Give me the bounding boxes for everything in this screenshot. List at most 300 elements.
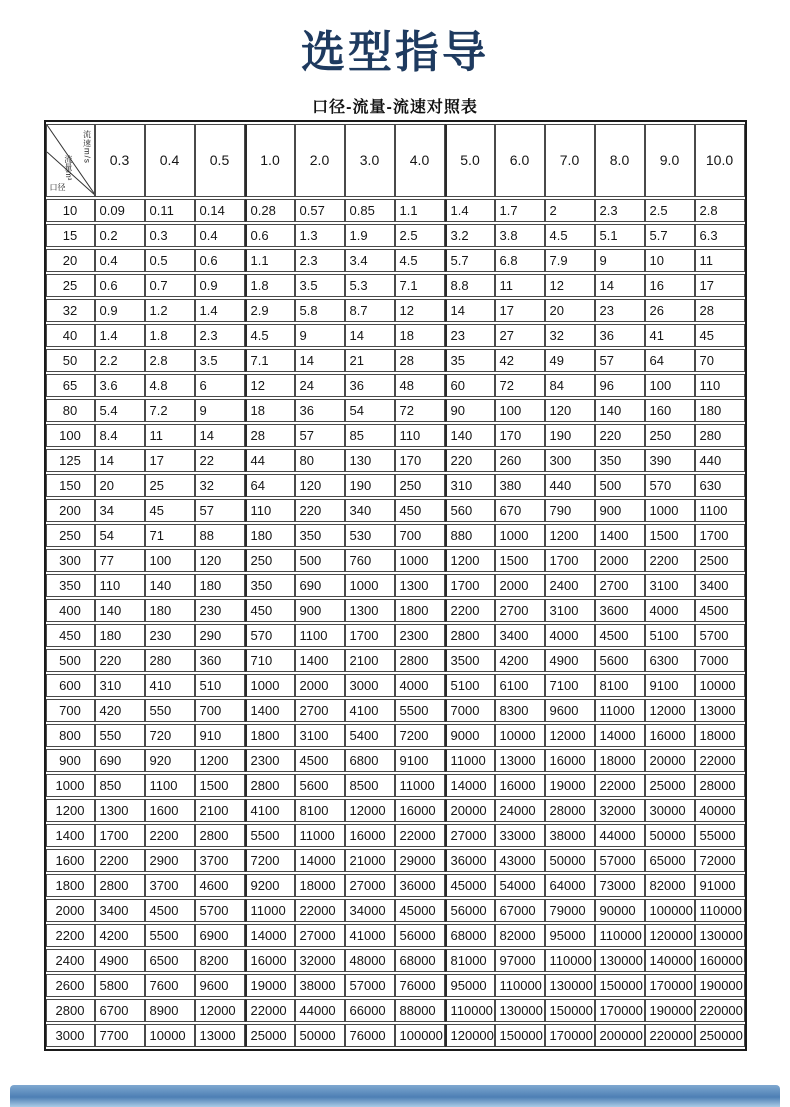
flow-value-cell: 0.14 xyxy=(195,199,245,222)
flow-value-cell: 220 xyxy=(95,649,145,672)
flow-value-cell: 25000 xyxy=(245,1024,295,1047)
flow-value-cell: 16000 xyxy=(345,824,395,847)
flow-value-cell: 3400 xyxy=(495,624,545,647)
flow-value-cell: 1.4 xyxy=(195,299,245,322)
flow-value-cell: 12 xyxy=(395,299,445,322)
flow-value-cell: 1000 xyxy=(645,499,695,522)
flow-value-cell: 2.3 xyxy=(595,199,645,222)
flow-value-cell: 91000 xyxy=(695,874,745,897)
flow-value-cell: 36000 xyxy=(445,849,495,872)
flow-value-cell: 3.5 xyxy=(195,349,245,372)
table-row xyxy=(46,674,745,697)
diameter-cell: 500 xyxy=(46,649,95,672)
flow-value-cell: 14000 xyxy=(295,849,345,872)
diameter-cell: 2200 xyxy=(46,924,95,947)
flow-value-cell: 4900 xyxy=(95,949,145,972)
flow-value-cell: 6500 xyxy=(145,949,195,972)
flow-value-cell: 77 xyxy=(95,549,145,572)
flow-value-cell: 55000 xyxy=(695,824,745,847)
flow-value-cell: 7.2 xyxy=(145,399,195,422)
velocity-header-cell: 10.0 xyxy=(695,124,745,197)
flow-value-cell: 180 xyxy=(145,599,195,622)
flow-value-cell: 2300 xyxy=(395,624,445,647)
flow-value-cell: 310 xyxy=(95,674,145,697)
flow-value-cell: 110000 xyxy=(595,924,645,947)
flow-value-cell: 49 xyxy=(545,349,595,372)
flow-value-cell: 72000 xyxy=(695,849,745,872)
flow-value-cell: 13000 xyxy=(495,749,545,772)
flow-value-cell: 160000 xyxy=(695,949,745,972)
table-row xyxy=(46,549,745,572)
flow-value-cell: 4900 xyxy=(545,649,595,672)
flow-value-cell: 6100 xyxy=(495,674,545,697)
flow-value-cell: 57000 xyxy=(345,974,395,997)
flow-value-cell: 3.5 xyxy=(295,274,345,297)
flow-value-cell: 5500 xyxy=(395,699,445,722)
flow-value-cell: 5.1 xyxy=(595,224,645,247)
flow-value-cell: 82000 xyxy=(495,924,545,947)
flow-value-cell: 12000 xyxy=(195,999,245,1022)
bottom-decoration-bar xyxy=(10,1085,780,1107)
flow-value-cell: 32000 xyxy=(295,949,345,972)
flow-value-cell: 9100 xyxy=(395,749,445,772)
flow-value-cell: 16000 xyxy=(245,949,295,972)
flow-value-cell: 1500 xyxy=(495,549,545,572)
flow-value-cell: 68000 xyxy=(395,949,445,972)
flow-value-cell: 130 xyxy=(345,449,395,472)
flow-value-cell: 16000 xyxy=(395,799,445,822)
flow-value-cell: 57 xyxy=(595,349,645,372)
flow-value-cell: 170000 xyxy=(595,999,645,1022)
flow-value-cell: 9100 xyxy=(645,674,695,697)
flow-value-cell: 6700 xyxy=(95,999,145,1022)
flow-value-cell: 1100 xyxy=(145,774,195,797)
flow-value-cell: 96 xyxy=(595,374,645,397)
flow-value-cell: 88 xyxy=(195,524,245,547)
flow-value-cell: 130000 xyxy=(495,999,545,1022)
flow-value-cell: 110 xyxy=(395,424,445,447)
flow-value-cell: 88000 xyxy=(395,999,445,1022)
flow-value-cell: 16 xyxy=(645,274,695,297)
flow-value-cell: 120 xyxy=(295,474,345,497)
flow-value-cell: 6.3 xyxy=(695,224,745,247)
flow-value-cell: 140 xyxy=(95,599,145,622)
flow-value-cell: 82000 xyxy=(645,874,695,897)
flow-value-cell: 57 xyxy=(295,424,345,447)
flow-value-cell: 900 xyxy=(295,599,345,622)
flow-value-cell: 81000 xyxy=(445,949,495,972)
flow-value-cell: 0.4 xyxy=(195,224,245,247)
diameter-cell: 800 xyxy=(46,724,95,747)
flow-value-cell: 2800 xyxy=(95,874,145,897)
flow-value-cell: 76000 xyxy=(345,1024,395,1047)
flow-value-cell: 14 xyxy=(595,274,645,297)
flow-value-cell: 170 xyxy=(395,449,445,472)
table-row xyxy=(46,724,745,747)
flow-value-cell: 2.8 xyxy=(145,349,195,372)
flow-value-cell: 5.8 xyxy=(295,299,345,322)
flow-value-cell: 16000 xyxy=(495,774,545,797)
flow-value-cell: 5.7 xyxy=(445,249,495,272)
flow-value-cell: 12000 xyxy=(345,799,395,822)
flow-value-cell: 7100 xyxy=(545,674,595,697)
flow-value-cell: 1000 xyxy=(345,574,395,597)
flow-value-cell: 570 xyxy=(645,474,695,497)
flow-value-cell: 4500 xyxy=(695,599,745,622)
table-row xyxy=(46,899,745,922)
corner-diameter-label: 口径 xyxy=(49,182,66,192)
flow-value-cell: 3400 xyxy=(695,574,745,597)
flow-value-cell: 8.8 xyxy=(445,274,495,297)
flow-value-cell: 0.9 xyxy=(195,274,245,297)
diameter-cell: 1000 xyxy=(46,774,95,797)
flow-value-cell: 27000 xyxy=(295,924,345,947)
flow-value-cell: 550 xyxy=(95,724,145,747)
flow-value-cell: 17 xyxy=(495,299,545,322)
corner-flow-label: 流量m³ xyxy=(63,155,73,181)
flow-value-cell: 41 xyxy=(645,324,695,347)
flow-value-cell: 2.5 xyxy=(645,199,695,222)
flow-value-cell: 170000 xyxy=(645,974,695,997)
flow-value-cell: 140 xyxy=(145,574,195,597)
table-row xyxy=(46,324,745,347)
flow-value-cell: 0.6 xyxy=(245,224,295,247)
flow-value-cell: 390 xyxy=(645,449,695,472)
flow-value-cell: 2800 xyxy=(245,774,295,797)
flow-value-cell: 440 xyxy=(695,449,745,472)
flow-value-cell: 2700 xyxy=(595,574,645,597)
flow-value-cell: 34000 xyxy=(345,899,395,922)
velocity-header-cell: 7.0 xyxy=(545,124,595,197)
flow-value-cell: 230 xyxy=(195,599,245,622)
flow-value-cell: 630 xyxy=(695,474,745,497)
velocity-header-cell: 9.0 xyxy=(645,124,695,197)
flow-value-cell: 4.5 xyxy=(395,249,445,272)
flow-value-cell: 180 xyxy=(195,574,245,597)
flow-value-cell: 700 xyxy=(195,699,245,722)
flow-value-cell: 30000 xyxy=(645,799,695,822)
flow-value-cell: 1700 xyxy=(345,624,395,647)
flow-value-cell: 5600 xyxy=(595,649,645,672)
flow-value-cell: 790 xyxy=(545,499,595,522)
flow-value-cell: 11000 xyxy=(595,699,645,722)
flow-value-cell: 38000 xyxy=(295,974,345,997)
flow-value-cell: 260 xyxy=(495,449,545,472)
flow-value-cell: 23 xyxy=(445,324,495,347)
flow-value-cell: 18 xyxy=(245,399,295,422)
flow-value-cell: 7.1 xyxy=(245,349,295,372)
flow-value-cell: 180 xyxy=(95,624,145,647)
flow-value-cell: 150000 xyxy=(595,974,645,997)
flow-value-cell: 3.6 xyxy=(95,374,145,397)
flow-value-cell: 50000 xyxy=(645,824,695,847)
flow-value-cell: 3600 xyxy=(595,599,645,622)
velocity-header-cell: 5.0 xyxy=(445,124,495,197)
flow-value-cell: 27 xyxy=(495,324,545,347)
flow-value-cell: 0.85 xyxy=(345,199,395,222)
flow-value-cell: 45 xyxy=(145,499,195,522)
flow-value-cell: 22000 xyxy=(245,999,295,1022)
table-row xyxy=(46,849,745,872)
table-row xyxy=(46,424,745,447)
flow-value-cell: 28000 xyxy=(545,799,595,822)
flow-value-cell: 25000 xyxy=(645,774,695,797)
flow-value-cell: 1.1 xyxy=(245,249,295,272)
diameter-cell: 2000 xyxy=(46,899,95,922)
flow-value-cell: 1000 xyxy=(395,549,445,572)
flow-value-cell: 500 xyxy=(295,549,345,572)
flow-value-cell: 14000 xyxy=(245,924,295,947)
diameter-cell: 3000 xyxy=(46,1024,95,1047)
flow-value-cell: 310 xyxy=(445,474,495,497)
flow-value-cell: 7000 xyxy=(445,699,495,722)
flow-value-cell: 12000 xyxy=(645,699,695,722)
diameter-cell: 2600 xyxy=(46,974,95,997)
flow-value-cell: 1.2 xyxy=(145,299,195,322)
flow-value-cell: 45000 xyxy=(445,874,495,897)
flow-value-cell: 8100 xyxy=(595,674,645,697)
velocity-header-cell: 4.0 xyxy=(395,124,445,197)
flow-value-cell: 5800 xyxy=(95,974,145,997)
flow-value-cell: 2300 xyxy=(245,749,295,772)
flow-value-cell: 11000 xyxy=(295,824,345,847)
flow-value-cell: 1400 xyxy=(295,649,345,672)
flow-value-cell: 14 xyxy=(445,299,495,322)
table-row xyxy=(46,499,745,522)
flow-value-cell: 4000 xyxy=(395,674,445,697)
flow-value-cell: 1.7 xyxy=(495,199,545,222)
flow-value-cell: 11 xyxy=(695,249,745,272)
flow-value-cell: 5400 xyxy=(345,724,395,747)
flow-value-cell: 16000 xyxy=(545,749,595,772)
flow-value-cell: 1700 xyxy=(95,824,145,847)
flow-value-cell: 24 xyxy=(295,374,345,397)
flow-value-cell: 14000 xyxy=(595,724,645,747)
flow-value-cell: 5100 xyxy=(645,624,695,647)
flow-value-cell: 3000 xyxy=(345,674,395,697)
flow-value-cell: 340 xyxy=(345,499,395,522)
flow-value-cell: 20 xyxy=(545,299,595,322)
flow-value-cell: 8300 xyxy=(495,699,545,722)
flow-value-cell: 36 xyxy=(345,374,395,397)
flow-value-cell: 12000 xyxy=(545,724,595,747)
velocity-header-cell: 6.0 xyxy=(495,124,545,197)
flow-value-cell: 85 xyxy=(345,424,395,447)
flow-value-cell: 76000 xyxy=(395,974,445,997)
flow-value-cell: 36000 xyxy=(395,874,445,897)
flow-value-cell: 100000 xyxy=(395,1024,445,1047)
flow-value-cell: 2.9 xyxy=(245,299,295,322)
flow-value-cell: 1.4 xyxy=(95,324,145,347)
flow-value-cell: 5500 xyxy=(145,924,195,947)
flow-value-cell: 3.2 xyxy=(445,224,495,247)
flow-value-cell: 700 xyxy=(395,524,445,547)
diameter-cell: 80 xyxy=(46,399,95,422)
table-row xyxy=(46,1024,745,1047)
flow-value-cell: 380 xyxy=(495,474,545,497)
flow-value-cell: 45000 xyxy=(395,899,445,922)
flow-value-cell: 110 xyxy=(245,499,295,522)
flow-value-cell: 250 xyxy=(645,424,695,447)
diameter-cell: 20 xyxy=(46,249,95,272)
flow-value-cell: 220 xyxy=(445,449,495,472)
velocity-header-cell: 1.0 xyxy=(245,124,295,197)
table-row xyxy=(46,474,745,497)
flow-value-cell: 100 xyxy=(645,374,695,397)
table-row xyxy=(46,224,745,247)
flow-value-cell: 42 xyxy=(495,349,545,372)
velocity-header-cell: 8.0 xyxy=(595,124,645,197)
flow-value-cell: 170 xyxy=(495,424,545,447)
diameter-cell: 1200 xyxy=(46,799,95,822)
table-row xyxy=(46,824,745,847)
flow-value-cell: 70 xyxy=(695,349,745,372)
flow-value-cell: 2200 xyxy=(445,599,495,622)
flow-value-cell: 5.7 xyxy=(645,224,695,247)
flow-value-cell: 0.7 xyxy=(145,274,195,297)
flow-value-cell: 920 xyxy=(145,749,195,772)
flow-value-cell: 10000 xyxy=(495,724,545,747)
flow-value-cell: 32 xyxy=(545,324,595,347)
table-row xyxy=(46,749,745,772)
flow-value-cell: 110000 xyxy=(545,949,595,972)
flow-value-cell: 9600 xyxy=(195,974,245,997)
flow-value-cell: 97000 xyxy=(495,949,545,972)
flow-value-cell: 48000 xyxy=(345,949,395,972)
flow-value-cell: 560 xyxy=(445,499,495,522)
flow-value-cell: 18000 xyxy=(695,724,745,747)
table-row xyxy=(46,924,745,947)
diameter-cell: 10 xyxy=(46,199,95,222)
table-row xyxy=(46,399,745,422)
flow-value-cell: 40000 xyxy=(695,799,745,822)
flow-value-cell: 73000 xyxy=(595,874,645,897)
flow-value-cell: 20 xyxy=(95,474,145,497)
flow-value-cell: 1600 xyxy=(145,799,195,822)
table-row xyxy=(46,349,745,372)
diameter-cell: 100 xyxy=(46,424,95,447)
flow-value-cell: 440 xyxy=(545,474,595,497)
flow-value-cell: 14000 xyxy=(445,774,495,797)
flow-value-cell: 2100 xyxy=(195,799,245,822)
diameter-cell: 2800 xyxy=(46,999,95,1022)
flow-value-cell: 530 xyxy=(345,524,395,547)
flow-value-cell: 350 xyxy=(295,524,345,547)
flow-value-cell: 18000 xyxy=(295,874,345,897)
flow-value-cell: 1400 xyxy=(595,524,645,547)
flow-value-cell: 45 xyxy=(695,324,745,347)
flow-value-cell: 65000 xyxy=(645,849,695,872)
flow-value-cell: 6900 xyxy=(195,924,245,947)
flow-value-cell: 1000 xyxy=(245,674,295,697)
flow-value-cell: 4600 xyxy=(195,874,245,897)
flow-value-cell: 150000 xyxy=(495,1024,545,1047)
flow-value-cell: 110000 xyxy=(695,899,745,922)
flow-value-cell: 450 xyxy=(395,499,445,522)
table-row xyxy=(46,799,745,822)
flow-value-cell: 34 xyxy=(95,499,145,522)
flow-value-cell: 80 xyxy=(295,449,345,472)
diameter-cell: 40 xyxy=(46,324,95,347)
table-row xyxy=(46,449,745,472)
flow-value-cell: 510 xyxy=(195,674,245,697)
table-row xyxy=(46,274,745,297)
flow-value-cell: 1100 xyxy=(695,499,745,522)
flow-value-cell: 18 xyxy=(395,324,445,347)
flow-value-cell: 29000 xyxy=(395,849,445,872)
flow-value-cell: 360 xyxy=(195,649,245,672)
flow-value-cell: 190000 xyxy=(695,974,745,997)
flow-value-cell: 57000 xyxy=(595,849,645,872)
flow-value-cell: 150000 xyxy=(545,999,595,1022)
flow-value-cell: 110 xyxy=(95,574,145,597)
flow-value-cell: 22 xyxy=(195,449,245,472)
flow-value-cell: 67000 xyxy=(495,899,545,922)
flow-value-cell: 36 xyxy=(295,399,345,422)
flow-value-cell: 11000 xyxy=(445,749,495,772)
flow-value-cell: 100 xyxy=(145,549,195,572)
flow-value-cell: 4500 xyxy=(295,749,345,772)
table-row xyxy=(46,374,745,397)
flow-value-cell: 1500 xyxy=(645,524,695,547)
flow-value-cell: 2200 xyxy=(95,849,145,872)
flow-value-cell: 1200 xyxy=(545,524,595,547)
flow-value-cell: 16000 xyxy=(645,724,695,747)
flow-value-cell: 7200 xyxy=(245,849,295,872)
table-row xyxy=(46,524,745,547)
flow-value-cell: 280 xyxy=(145,649,195,672)
flow-value-cell: 0.3 xyxy=(145,224,195,247)
flow-value-cell: 4.8 xyxy=(145,374,195,397)
flow-value-cell: 12 xyxy=(545,274,595,297)
flow-value-cell: 7000 xyxy=(695,649,745,672)
flow-value-cell: 4000 xyxy=(545,624,595,647)
flow-value-cell: 3700 xyxy=(145,874,195,897)
table-row xyxy=(46,199,745,222)
flow-value-cell: 14 xyxy=(345,324,395,347)
flow-value-cell: 4500 xyxy=(145,899,195,922)
flow-value-cell: 290 xyxy=(195,624,245,647)
flow-value-cell: 5100 xyxy=(445,674,495,697)
table-row xyxy=(46,949,745,972)
table-row xyxy=(46,649,745,672)
flow-value-cell: 5.3 xyxy=(345,274,395,297)
flow-value-cell: 8900 xyxy=(145,999,195,1022)
flow-value-cell: 130000 xyxy=(695,924,745,947)
diameter-cell: 900 xyxy=(46,749,95,772)
flow-value-cell: 95000 xyxy=(445,974,495,997)
flow-value-cell: 14 xyxy=(295,349,345,372)
flow-value-cell: 9000 xyxy=(445,724,495,747)
flow-value-cell: 220000 xyxy=(645,1024,695,1047)
flow-value-cell: 0.2 xyxy=(95,224,145,247)
diameter-cell: 600 xyxy=(46,674,95,697)
flow-value-cell: 1.9 xyxy=(345,224,395,247)
flow-value-cell: 7700 xyxy=(95,1024,145,1047)
flow-value-cell: 26 xyxy=(645,299,695,322)
flow-value-cell: 720 xyxy=(145,724,195,747)
flow-value-cell: 8.7 xyxy=(345,299,395,322)
flow-value-cell: 54000 xyxy=(495,874,545,897)
flow-value-cell: 1200 xyxy=(445,549,495,572)
flow-value-cell: 5700 xyxy=(695,624,745,647)
diameter-cell: 15 xyxy=(46,224,95,247)
flow-value-cell: 140 xyxy=(445,424,495,447)
flow-value-cell: 120 xyxy=(195,549,245,572)
flow-value-cell: 5700 xyxy=(195,899,245,922)
flow-value-cell: 8500 xyxy=(345,774,395,797)
flow-value-cell: 22000 xyxy=(695,749,745,772)
